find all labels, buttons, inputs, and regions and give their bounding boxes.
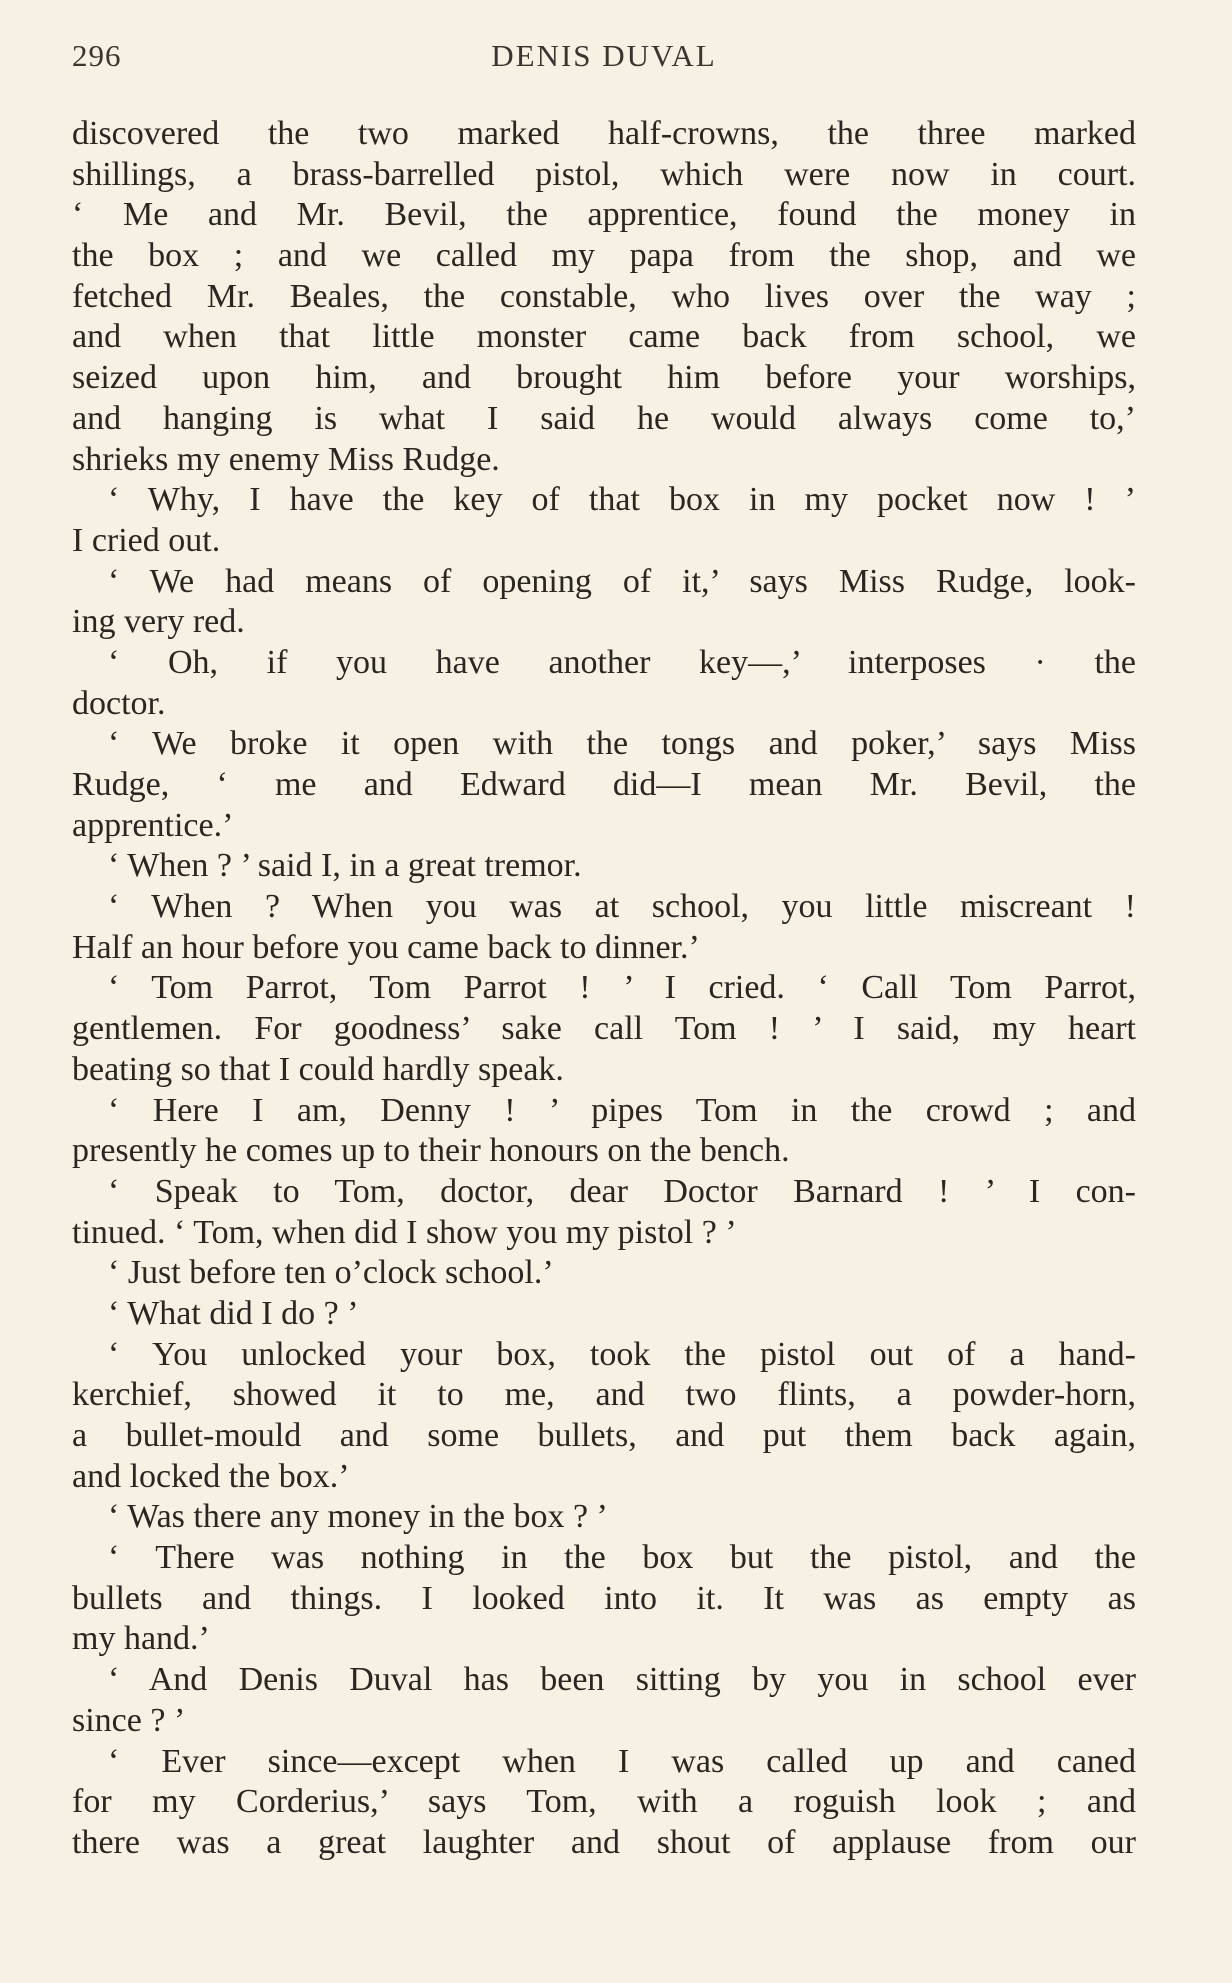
- text-line: ‘ We had means of opening of it,’ says Miss Rudge, look-: [108, 562, 1136, 600]
- text-line: the box ; and we called my papa from the shop, and we: [72, 237, 1136, 275]
- text-line: tinued. ‘ Tom, when did I show you my pistol ? ’: [72, 1213, 737, 1251]
- text-line: beating so that I could hardly speak.: [72, 1050, 564, 1088]
- text-line: doctor.: [72, 684, 166, 722]
- text-line: and when that little monster came back from school, we: [72, 318, 1136, 356]
- text-line: Half an hour before you came back to dinner.’: [72, 928, 700, 966]
- text-line: ‘ We broke it open with the tongs and poker,’ says Miss: [108, 725, 1136, 763]
- text-line: fetched Mr. Beales, the constable, who lives over the way ;: [72, 277, 1136, 315]
- text-line: shrieks my enemy Miss Rudge.: [72, 440, 500, 478]
- text-line: there was a great laughter and shout of applause from our: [72, 1823, 1136, 1861]
- text-line: and hanging is what I said he would always come to,’: [72, 399, 1136, 437]
- text-line: apprentice.’: [72, 806, 234, 844]
- text-line: ‘ Was there any money in the box ? ’: [108, 1498, 608, 1536]
- text-line: my hand.’: [72, 1620, 210, 1658]
- text-line: discovered the two marked half-crowns, the three marked: [72, 115, 1136, 152]
- text-line: ‘ What did I do ? ’: [108, 1294, 359, 1332]
- text-line: Rudge, ‘ me and Edward did—I mean Mr. Bevil, the: [72, 766, 1136, 803]
- text-line: a bullet-mould and some bullets, and put them back again,: [72, 1417, 1136, 1454]
- text-line: I cried out.: [72, 521, 221, 559]
- text-line: bullets and things. I looked into it. It was as empty as: [72, 1579, 1136, 1617]
- text-line: ‘ There was nothing in the box but the pistol, and the: [108, 1539, 1136, 1577]
- text-line: and locked the box.’: [72, 1457, 350, 1495]
- text-line: gentlemen. For goodness’ sake call Tom ! ’ I said, my heart: [72, 1010, 1136, 1048]
- text-line: ‘ When ? When you was at school, you little miscreant !: [108, 888, 1136, 926]
- text-line: ‘ Why, I have the key of that box in my pocket now ! ’: [108, 481, 1136, 519]
- text-line: for my Corderius,’ says Tom, with a roguish look ; and: [72, 1783, 1136, 1821]
- text-line: ing very red.: [72, 603, 245, 641]
- text-line: ‘ You unlocked your box, took the pistol out of a hand-: [108, 1335, 1136, 1373]
- text-line: ‘ Speak to Tom, doctor, dear Doctor Barnard ! ’ I con-: [108, 1172, 1136, 1210]
- running-head: DENIS DUVAL: [491, 38, 717, 73]
- page-header: [72, 38, 1136, 88]
- text-line: ‘ Just before ten o’clock school.’: [108, 1254, 554, 1292]
- text-line: ‘ Me and Mr. Bevil, the apprentice, found the money in: [72, 196, 1136, 234]
- page-number: 296: [72, 38, 122, 73]
- text-line: ‘ Here I am, Denny ! ’ pipes Tom in the crowd ; and: [108, 1091, 1136, 1129]
- text-line: seized upon him, and brought him before your worships,: [72, 359, 1136, 397]
- text-line: ‘ When ? ’ said I, in a great tremor.: [108, 847, 582, 885]
- text-line: shillings, a brass-barrelled pistol, which were now in court.: [72, 155, 1136, 193]
- text-line: ‘ Tom Parrot, Tom Parrot ! ’ I cried. ‘ Call Tom Parrot,: [108, 969, 1136, 1007]
- text-line: ‘ And Denis Duval has been sitting by you in school ever: [108, 1661, 1136, 1699]
- text-line: since ? ’: [72, 1701, 186, 1739]
- text-line: ‘ Ever since—except when I was called up and caned: [108, 1742, 1136, 1780]
- text-line: ‘ Oh, if you have another key—,’ interposes · the: [108, 643, 1136, 681]
- text-line: kerchief, showed it to me, and two flints, a powder-horn,: [72, 1376, 1136, 1414]
- text-line: presently he comes up to their honours on the bench.: [72, 1132, 790, 1170]
- body-text: [72, 114, 1136, 1864]
